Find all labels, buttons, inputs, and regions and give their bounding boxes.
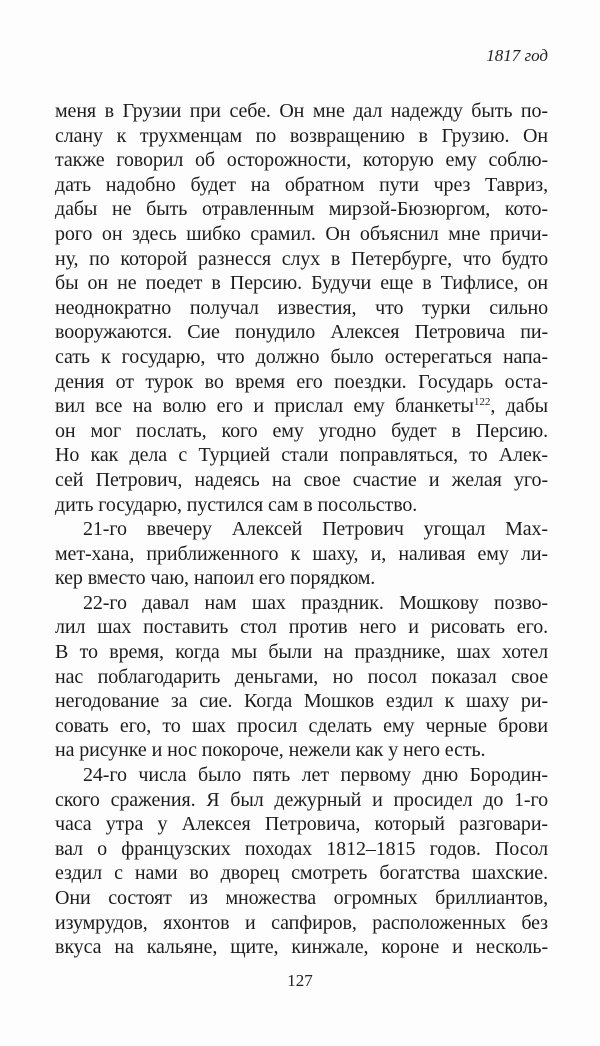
text-line: ну, по которой разнесся слух в Петербурге, что будто bbox=[55, 247, 548, 270]
text-line: меня в Грузии при себе. Он мне дал надежду быть по- bbox=[55, 100, 548, 122]
text-line: вооружаются. Сие понудило Алексея Петровича пи- bbox=[55, 321, 548, 344]
text-line: сать к государю, что должно было остерегаться напа- bbox=[55, 345, 548, 368]
text-line: также говорил об осторожности, которую ему соблю- bbox=[55, 149, 548, 172]
text-line: лил шах поставить стол против него и рисовать его. bbox=[55, 616, 548, 639]
text-line: часа утра у Алексея Петровича, который разговари- bbox=[55, 813, 548, 836]
text-line: слану к трухменцам по возвращению в Грузию. Он bbox=[55, 124, 548, 147]
text-block bbox=[55, 99, 548, 960]
text-line: ездил с нами во дворец смотреть богатства шахские. bbox=[55, 862, 548, 885]
text-line: дить государю, пустился сам в посольство. bbox=[55, 493, 418, 516]
paragraph bbox=[55, 763, 548, 960]
text-line: рого он здесь шибко срамил. Он объяснил мне причи- bbox=[55, 222, 548, 245]
text-line: кер вместо чаю, напоил его порядком. bbox=[55, 567, 376, 590]
text-line: изумрудов, яхонтов и сапфиров, расположенных без bbox=[55, 911, 548, 934]
text-line: бы он не поедет в Персию. Будучи еще в Тифлисе, он bbox=[55, 272, 548, 295]
text-line: сей Петрович, надеясь на свое счастие и желая уго- bbox=[55, 468, 548, 491]
text-line: 21-го ввечеру Алексей Петрович угощал Мах- bbox=[83, 518, 548, 541]
text-line: вкуса на кальяне, щите, кинжале, короне и несколь- bbox=[55, 936, 548, 959]
text-line: Но как дела с Турцией стали поправляться, то Алек- bbox=[55, 444, 548, 467]
text-line: мет-хана, приближенного к шаху, и, наливая ему ли- bbox=[55, 542, 548, 565]
text-line: ского сражения. Я был дежурный и просидел до 1-го bbox=[55, 788, 548, 811]
text-line: негодование за сие. Когда Мошков ездил к шаху ри- bbox=[55, 690, 548, 713]
text-line: дения от турок во время его поездки. Государь оста- bbox=[55, 370, 548, 393]
text-line: В то время, когда мы были на празднике, шах хотел bbox=[55, 641, 548, 664]
running-head: 1817 год bbox=[486, 46, 548, 65]
text-line: дабы не быть отравленным мирзой-Бюзюргом, кото- bbox=[55, 198, 548, 221]
text-line: 22-го давал нам шах праздник. Мошкову позво- bbox=[83, 591, 548, 614]
footnote-reference: 122 bbox=[473, 396, 491, 409]
text-line: неоднократно получал известия, что турки сильно bbox=[55, 296, 548, 319]
text-line: вил все на волю его и прислал ему бланкеты$^{122}$, дабы bbox=[55, 395, 548, 418]
text-line: Они состоят из множества огромных бриллиантов, bbox=[55, 887, 548, 909]
paragraph bbox=[55, 99, 548, 517]
text-line: вал о французских походах 1812–1815 годов. Посол bbox=[55, 837, 548, 860]
text-line: совать его, то шах просил сделать ему черные брови bbox=[55, 714, 548, 737]
text-line: нас поблагодарить деньгами, но посол показал свое bbox=[55, 665, 548, 688]
text-line: 24-го числа было пять лет первому дню Бородин- bbox=[83, 764, 548, 787]
paragraph bbox=[55, 517, 548, 591]
paragraph bbox=[55, 591, 548, 763]
text-line: на рисунке и нос покороче, нежели как у него есть. bbox=[55, 739, 486, 762]
page-number: 127 bbox=[287, 971, 313, 990]
text-line: дать надобно будет на обратном пути чрез Тавриз, bbox=[55, 173, 548, 196]
text-line: он мог послать, кого ему угодно будет в Персию. bbox=[55, 419, 548, 442]
